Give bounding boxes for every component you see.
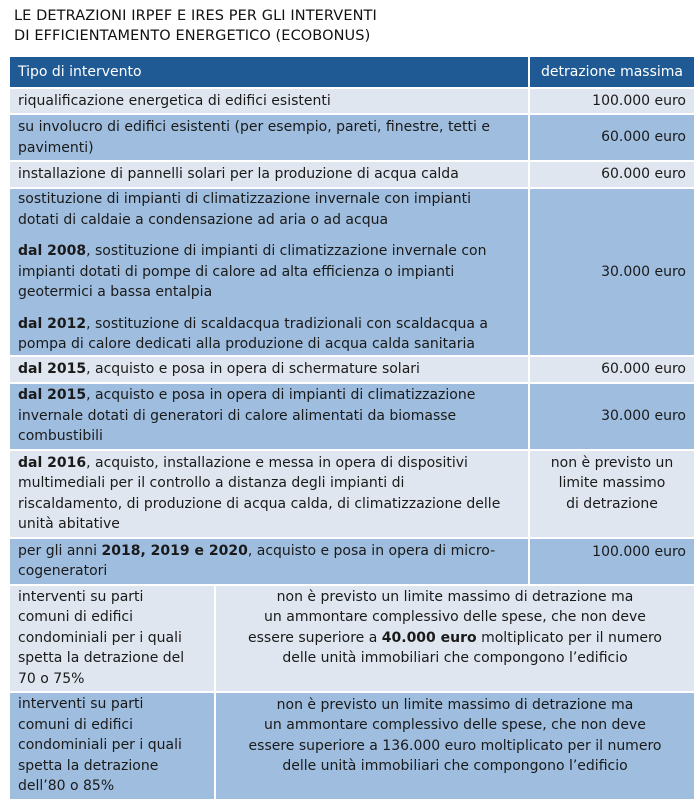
row-desc-line xyxy=(18,453,520,474)
row-value: 60.000 euro xyxy=(529,356,695,383)
header-detrazione-massima: detrazione massima xyxy=(529,56,695,88)
row-desc-line: su involucro di edifici esistenti (per esempio, pareti, finestre, tetti e xyxy=(18,119,490,135)
row-desc-line: comuni di edifici xyxy=(18,609,134,626)
row-desc-text: , sostituzione di impianti di climatizzazione invernale con xyxy=(86,243,487,259)
years-label: 2018, 2019 e 2020 xyxy=(101,542,248,559)
table-header-row xyxy=(9,56,695,88)
row-desc: riqualificazione energetica di edifici esistenti xyxy=(9,88,529,114)
row-desc xyxy=(9,188,529,356)
row-value: 30.000 euro xyxy=(529,383,695,450)
row-desc-line: dotati di caldaie a condensazione ad aria o ad acqua xyxy=(18,211,389,228)
row-desc-line: non è previsto un limite massimo di detrazione ma xyxy=(276,696,634,713)
table-row xyxy=(9,450,695,538)
table-row xyxy=(9,383,695,450)
row-desc-line xyxy=(18,241,520,262)
row-desc: installazione di pannelli solari per la produzione di acqua calda xyxy=(9,161,529,188)
row-desc-line: condominiali per i quali xyxy=(18,629,182,646)
row-desc-line: delle unità immobiliari che compongono l’edificio xyxy=(282,758,628,774)
row-desc-line: interventi su parti xyxy=(18,696,144,713)
paragraph xyxy=(18,314,520,355)
row-value: 100.000 euro xyxy=(529,538,695,585)
table-row xyxy=(9,585,695,692)
row-desc-line: pavimenti) xyxy=(18,139,94,156)
title-line-1: LE DETRAZIONI IRPEF E IRES PER GLI INTERVENTI xyxy=(14,8,377,24)
year-label: dal 2015 xyxy=(18,360,87,377)
table-row xyxy=(9,356,695,383)
year-label: dal 2012 xyxy=(18,315,87,332)
row-value: 60.000 euro xyxy=(529,114,695,161)
row-desc-line: multimediali per il controllo a distanza degli impianti di xyxy=(18,475,405,491)
row-desc-text: , acquisto e posa in opera di micro- xyxy=(247,542,496,559)
row-desc xyxy=(9,356,529,383)
row-desc-text: moltiplicato per il numero xyxy=(476,629,662,646)
row-desc-line: comuni di edifici xyxy=(18,716,134,733)
row-desc-line: 70 o 75% xyxy=(18,670,85,687)
row-desc-line xyxy=(18,314,520,335)
table-row xyxy=(9,161,695,188)
row-desc-line: dell’80 o 85% xyxy=(18,778,115,795)
row-desc-line: combustibili xyxy=(18,428,103,445)
amount-label: 40.000 euro xyxy=(381,629,477,646)
row-desc-line: geotermici a bassa entalpia xyxy=(18,284,213,300)
row-desc xyxy=(9,114,529,161)
table-row xyxy=(9,692,695,800)
row-desc-text: , acquisto e posa in opera di impianti di climatizzazione xyxy=(86,387,476,404)
row-desc-line xyxy=(18,385,520,406)
row-desc-text: per gli anni xyxy=(18,542,102,559)
row-desc-line: interventi su parti xyxy=(18,588,144,605)
table-row xyxy=(9,538,695,585)
row-value-line: non è previsto un xyxy=(550,454,674,471)
row-desc-text: , acquisto, installazione e messa in opera di dispositivi xyxy=(86,454,468,471)
year-label: dal 2008 xyxy=(18,243,87,259)
row-desc-line xyxy=(224,628,686,649)
row-desc-line: pompa di calore dedicati alla produzione di acqua calda sanitaria xyxy=(18,336,475,352)
row-desc-text: , sostituzione di scaldacqua tradizionali con scaldacqua a xyxy=(86,315,488,332)
year-label: dal 2015 xyxy=(18,387,87,404)
paragraph xyxy=(18,241,520,303)
table-row xyxy=(9,88,695,114)
row-right-desc xyxy=(215,585,695,692)
row-value xyxy=(529,450,695,538)
row-value-line: di detrazione xyxy=(566,495,658,512)
row-desc xyxy=(9,450,529,538)
row-desc-line: cogeneratori xyxy=(18,563,108,579)
row-desc-line: condominiali per i quali xyxy=(18,737,182,754)
row-desc-line: un ammontare complessivo delle spese, che non deve xyxy=(264,717,646,733)
row-desc-line: un ammontare complessivo delle spese, che non deve xyxy=(264,609,646,625)
table-row xyxy=(9,114,695,161)
paragraph xyxy=(18,189,520,230)
ecobonus-table xyxy=(8,55,696,801)
row-value: 30.000 euro xyxy=(529,188,695,356)
year-label: dal 2016 xyxy=(18,454,87,471)
row-desc-line xyxy=(18,541,520,562)
row-desc-line: spetta la detrazione xyxy=(18,757,159,774)
row-desc-line: non è previsto un limite massimo di detrazione ma xyxy=(276,588,634,605)
row-left-desc xyxy=(9,692,215,800)
row-desc-line: invernale dotati di generatori di calore alimentati da biomasse xyxy=(18,407,457,424)
row-desc-line: essere superiore a 136.000 euro moltiplicato per il numero xyxy=(248,737,662,754)
row-desc-text: essere superiore a xyxy=(248,629,382,646)
row-desc-line: delle unità immobiliari che compongono l’edificio xyxy=(282,650,628,666)
row-desc-line: impianti dotati di pompe di calore ad alta efficienza o impianti xyxy=(18,263,455,280)
row-desc xyxy=(9,383,529,450)
row-desc xyxy=(9,538,529,585)
row-value: 60.000 euro xyxy=(529,161,695,188)
row-desc-line: spetta la detrazione del xyxy=(18,650,185,667)
table-row xyxy=(9,188,695,356)
row-value-line: limite massimo xyxy=(558,475,666,491)
row-value: 100.000 euro xyxy=(529,88,695,114)
row-desc-line: unità abitative xyxy=(18,516,120,532)
title-line-2: DI EFFICIENTAMENTO ENERGETICO (ECOBONUS) xyxy=(14,28,371,44)
row-left-desc xyxy=(9,585,215,692)
row-desc-text: , acquisto e posa in opera di schermature solari xyxy=(86,360,420,377)
row-right-desc xyxy=(215,692,695,800)
row-desc-line: sostituzione di impianti di climatizzazione invernale con impianti xyxy=(18,191,472,207)
header-tipo-intervento: Tipo di intervento xyxy=(9,56,529,88)
page-title xyxy=(14,6,377,46)
row-desc-line: riscaldamento, di produzione di acqua calda, di climatizzazione delle xyxy=(18,495,501,512)
